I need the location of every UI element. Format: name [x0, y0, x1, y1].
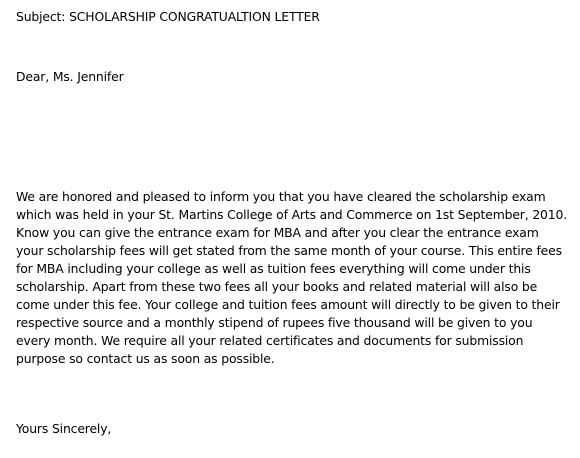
body-line: your scholarship fees will get stated from the same month of your course. This entire fees	[16, 243, 562, 258]
body-line: scholarship. Apart from these two fees all your books and related material will also be	[16, 279, 538, 294]
body-line: purpose so contact us as soon as possible.	[16, 351, 275, 366]
letter-subject: Subject: SCHOLARSHIP CONGRATUALTION LETTER	[16, 9, 320, 24]
body-line: Know you can give the entrance exam for MBA and after you clear the entrance exam	[16, 225, 539, 240]
body-line: every month. We require all your related certificates and documents for submission	[16, 333, 524, 348]
body-line: respective source and a monthly stipend of rupees five thousand will be given to you	[16, 315, 533, 330]
body-line: We are honored and pleased to inform you that you have cleared the scholarship exam	[16, 189, 546, 204]
body-line: come under this fee. Your college and tuition fees amount will directly to be given to their	[16, 297, 560, 312]
body-line: for MBA including your college as well as tuition fees everything will come under this	[16, 261, 531, 276]
letter-closing: Yours Sincerely,	[16, 421, 112, 436]
letter-body	[16, 188, 567, 368]
letter-salutation: Dear, Ms. Jennifer	[16, 69, 124, 84]
body-line: which was held in your St. Martins College of Arts and Commerce on 1st September, 2010.	[16, 207, 568, 222]
